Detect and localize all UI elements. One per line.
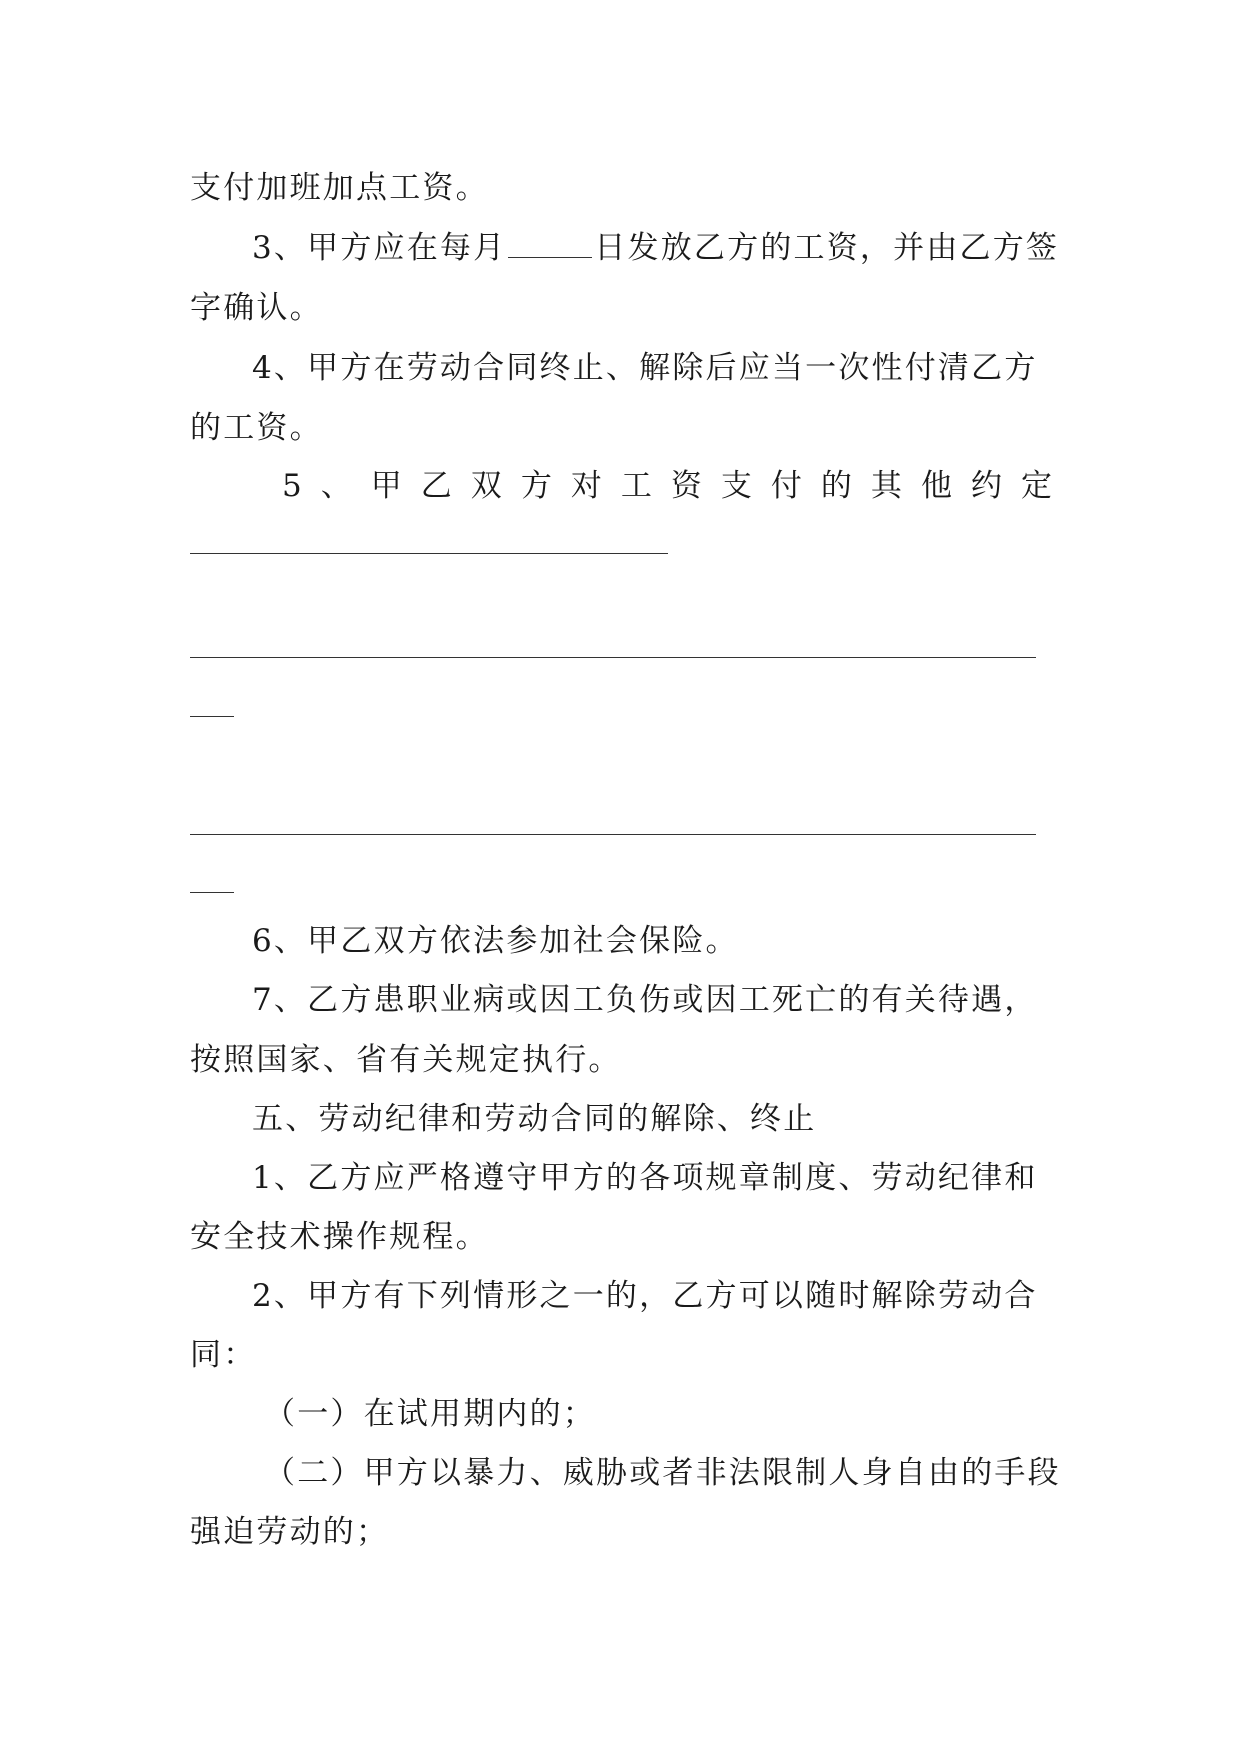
clause-5-char: 付 [770,468,802,504]
section-5-clause-2-line-2: 同： [190,1337,257,1373]
clause-4-line-2: 的工资。 [190,410,323,446]
clause-6: 6、甲乙双方依法参加社会保险。 [252,923,739,959]
clause-5-char: 他 [920,468,952,504]
clause-5-char: 、 [320,468,352,504]
section-5-clause-1-line-2: 安全技术操作规程。 [190,1219,489,1255]
clause-3-text-b: 日发放乙方的工资，并由乙方签 [594,230,1060,266]
condition-1: （一）在试用期内的； [264,1396,596,1432]
clause-7-line-2: 按照国家、省有关规定执行。 [190,1042,622,1078]
section-5-clause-1-line-1: 1、乙方应严格遵守甲方的各项规章制度、劳动纪律和 [252,1160,1038,1196]
pay-day-blank [508,233,592,258]
fill-in-line [190,892,234,893]
line-overtime-pay: 支付加班加点工资。 [190,170,489,206]
clause-5-char: 约 [970,468,1002,504]
fill-in-line [190,657,1036,658]
clause-5-char: 资 [670,468,702,504]
condition-2-line-1: （二）甲方以暴力、威胁或者非法限制人身自由的手段 [264,1455,1061,1491]
section-5-heading: 五、劳动纪律和劳动合同的解除、终止 [252,1101,817,1137]
fill-in-line [190,834,1036,835]
clause-5-char: 甲 [370,468,402,504]
clause-5-char: 定 [1020,468,1052,504]
clause-5-char: 的 [820,468,852,504]
clause-4-line-1: 4、甲方在劳动合同终止、解除后应当一次性付清乙方 [252,350,1038,386]
clause-5-char: 对 [570,468,602,504]
clause-3-line-1 [252,228,1059,268]
clause-3-line-2: 字确认。 [190,290,323,326]
clause-5-char: 工 [620,468,652,504]
section-5-clause-2-line-1: 2、甲方有下列情形之一的，乙方可以随时解除劳动合 [252,1278,1038,1314]
clause-5-char: 支 [720,468,752,504]
condition-2-line-2: 强迫劳动的； [190,1514,390,1550]
fill-in-line [190,553,668,554]
clause-5-char: 5 [282,468,302,504]
fill-in-line [190,716,234,717]
clause-3-text-a: 3、甲方应在每月 [252,230,507,266]
clause-5-char: 其 [870,468,902,504]
clause-5-char: 方 [520,468,552,504]
clause-5-char: 双 [470,468,502,504]
clause-5-char: 乙 [420,468,452,504]
clause-7-line-1: 7、乙方患职业病或因工负伤或因工死亡的有关待遇， [252,982,1038,1018]
clause-5-heading [282,466,1052,506]
